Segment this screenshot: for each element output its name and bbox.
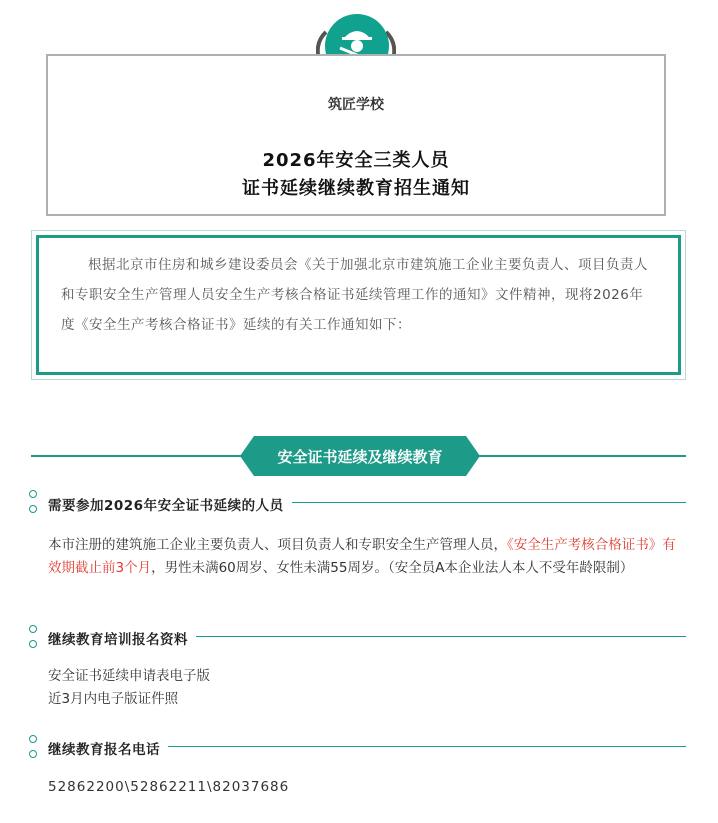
header-box xyxy=(46,54,666,216)
section-title-phone: 继续教育报名电话 xyxy=(48,738,168,758)
list-item: 安全证书延续申请表电子版 xyxy=(48,668,210,684)
school-name: 筑匠学校 xyxy=(328,97,384,113)
eligibility-text-part1: 本市注册的建筑施工企业主要负责人、项目负责人和专职安全生产管理人员， xyxy=(48,537,507,553)
materials-list xyxy=(48,665,678,711)
intro-box xyxy=(31,230,686,380)
eligibility-text-part2: ，男性未满60周岁、女性未满55周岁。（安全员A本企业法人本人不受年龄限制） xyxy=(151,560,634,576)
double-dot-icon xyxy=(28,488,40,518)
section-title-eligibility: 需要参加2026年安全证书延续的人员 xyxy=(48,494,292,514)
phone-numbers: 52862200\52862211\82037686 xyxy=(48,779,290,795)
intro-text: 根据北京市住房和城乡建设委员会《关于加强北京市建筑施工企业主要负责人、项目负责人和专职安全生产管理人员安全生产考核合格证书延续管理工作的通知》文件精神，现将2026年度《安全生产考核合格证书》延续的有关工作通知如下： xyxy=(61,257,648,333)
eligibility-text xyxy=(48,534,678,580)
page-title-line1: 2026年安全三类人员 xyxy=(262,150,450,171)
banner-label: 安全证书延续及继续教育 xyxy=(277,448,443,466)
section-title-materials: 继续教育培训报名资料 xyxy=(48,628,196,648)
section-banner xyxy=(240,436,480,476)
double-dot-icon xyxy=(28,623,40,653)
intro-inner xyxy=(36,235,681,375)
list-item: 近3月内电子版证件照 xyxy=(48,691,179,707)
eligibility-highlight: 《安全生产考核合格证书》有效期截止前3个月 xyxy=(48,537,676,576)
page-title-line2: 证书延续继续教育招生通知 xyxy=(242,178,470,199)
double-dot-icon xyxy=(28,733,40,763)
